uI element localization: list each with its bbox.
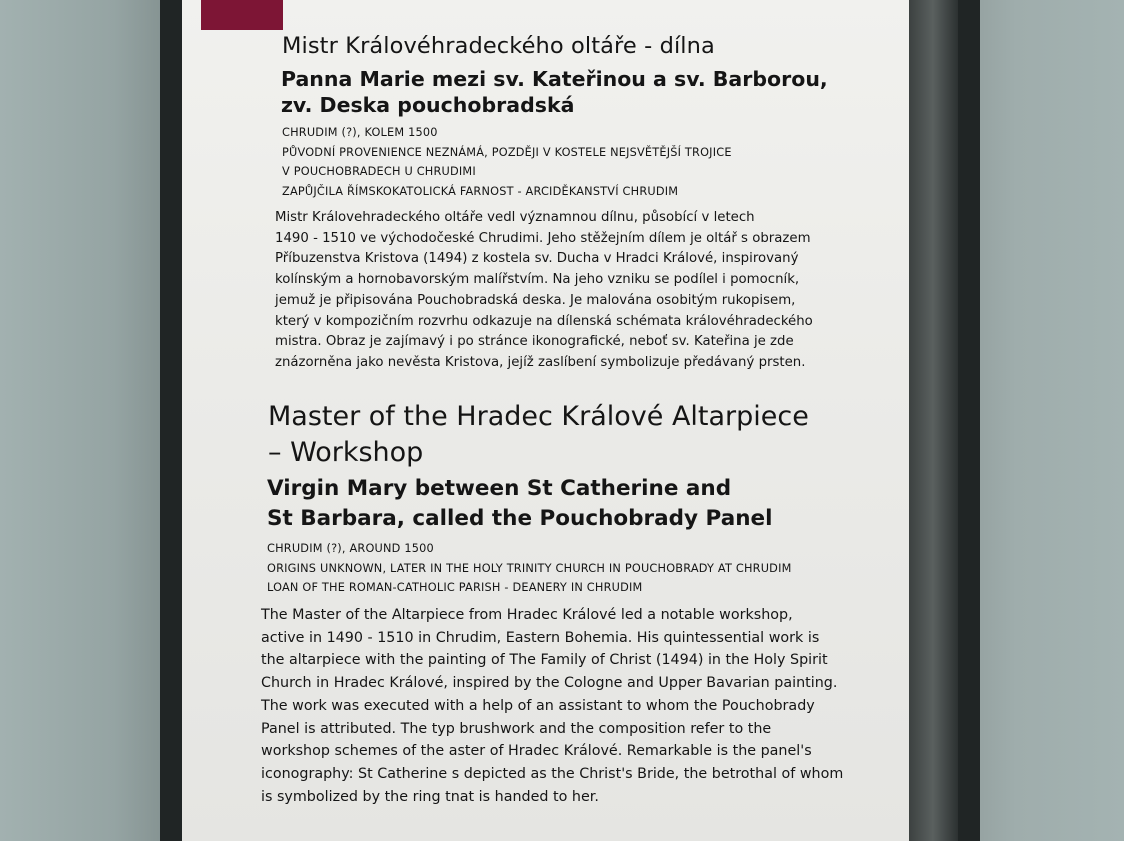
english-title-line: St Barbara, called the Pouchobrady Panel	[267, 506, 773, 531]
english-body-line: iconography: St Catherine s depicted as the Christ's Bride, the betrothal of whom	[261, 765, 844, 782]
czech-provenance-meta	[282, 123, 902, 202]
english-body-line: is symbolized by the ring tnat is handed to her.	[261, 788, 599, 805]
czech-artist-heading: Mistr Královéhradeckého oltáře - dílna	[282, 33, 715, 59]
czech-meta-line: V POUCHOBRADECH U CHRUDIMI	[282, 165, 476, 179]
english-artist-line: Master of the Hradec Králové Altarpiece	[268, 401, 809, 432]
english-provenance-meta	[267, 539, 907, 598]
czech-body-line: kolínským a hornobavorským malířstvím. Na jeho vzniku se podílel i pomocník,	[275, 272, 800, 288]
english-meta-line: CHRUDIM (?), AROUND 1500	[267, 542, 434, 555]
czech-body-line: Příbuzenstva Kristova (1494) z kostela sv. Ducha v Hradci Králové, inspirovaný	[275, 251, 799, 267]
museum-label-card	[182, 0, 909, 841]
english-artwork-title	[267, 474, 887, 534]
english-description	[261, 604, 901, 808]
czech-artwork-title	[281, 66, 891, 118]
english-body-line: Church in Hradec Králové, inspired by the Cologne and Upper Bavarian painting.	[261, 675, 838, 692]
czech-description	[275, 208, 885, 374]
czech-body-line: který v kompozičním rozvrhu odkazuje na dílenská schémata královéhradeckého	[275, 313, 813, 329]
czech-title-line: Panna Marie mezi sv. Kateřinou a sv. Barborou,	[281, 67, 828, 91]
english-body-line: workshop schemes of the aster of Hradec Králové. Remarkable is the panel's	[261, 743, 812, 760]
english-body-line: the altarpiece with the painting of The Family of Christ (1494) in the Holy Spirit	[261, 652, 828, 669]
english-meta-line: ORIGINS UNKNOWN, LATER IN THE HOLY TRINITY CHURCH IN POUCHOBRADY AT CHRUDIM	[267, 561, 792, 575]
english-body-line: Panel is attributed. The typ brushwork and the composition refer to the	[261, 720, 772, 737]
english-body-line: The Master of the Altarpiece from Hradec Králové led a notable workshop,	[261, 607, 793, 623]
czech-body-line: znázorněna jako nevěsta Kristova, jejíž zaslíbení symbolizuje předávaný prsten.	[275, 354, 806, 370]
czech-meta-line: ZAPŮJČILA ŘÍMSKOKATOLICKÁ FARNOST - ARCIDĚKANSTVÍ CHRUDIM	[282, 185, 679, 199]
czech-body-line: 1490 - 1510 ve východočeské Chrudimi. Jeho stěžejním dílem je oltář s obrazem	[275, 230, 811, 246]
czech-body-line: jemuž je připisována Pouchobradská deska. Je malována osobitým rukopisem,	[275, 292, 796, 308]
czech-meta-line: PŮVODNÍ PROVENIENCE NEZNÁMÁ, POZDĚJI V KOSTELE NEJSVĚTĚJŠÍ TROJICE	[282, 145, 732, 159]
czech-body-line: mistra. Obraz je zajímavý i po stránce ikonografické, neboť sv. Kateřina je zde	[275, 334, 794, 350]
czech-meta-line: CHRUDIM (?), KOLEM 1500	[282, 126, 438, 139]
english-artist-line: – Workshop	[268, 437, 424, 468]
english-body-line: The work was executed with a help of an assistant to whom the Pouchobrady	[261, 697, 815, 714]
czech-body-line: Mistr Královehradeckého oltáře vedl významnou dílnu, působící v letech	[275, 210, 755, 225]
panel-frame-edge	[908, 0, 958, 841]
maroon-accent-tab	[201, 0, 283, 30]
english-body-line: active in 1490 - 1510 in Chrudim, Eastern Bohemia. His quintessential work is	[261, 629, 820, 646]
english-title-line: Virgin Mary between St Catherine and	[267, 476, 732, 501]
english-artist-heading	[268, 399, 868, 471]
czech-title-line: zv. Deska pouchobradská	[281, 93, 575, 117]
english-meta-line: LOAN OF THE ROMAN-CATHOLIC PARISH - DEANERY IN CHRUDIM	[267, 581, 643, 595]
